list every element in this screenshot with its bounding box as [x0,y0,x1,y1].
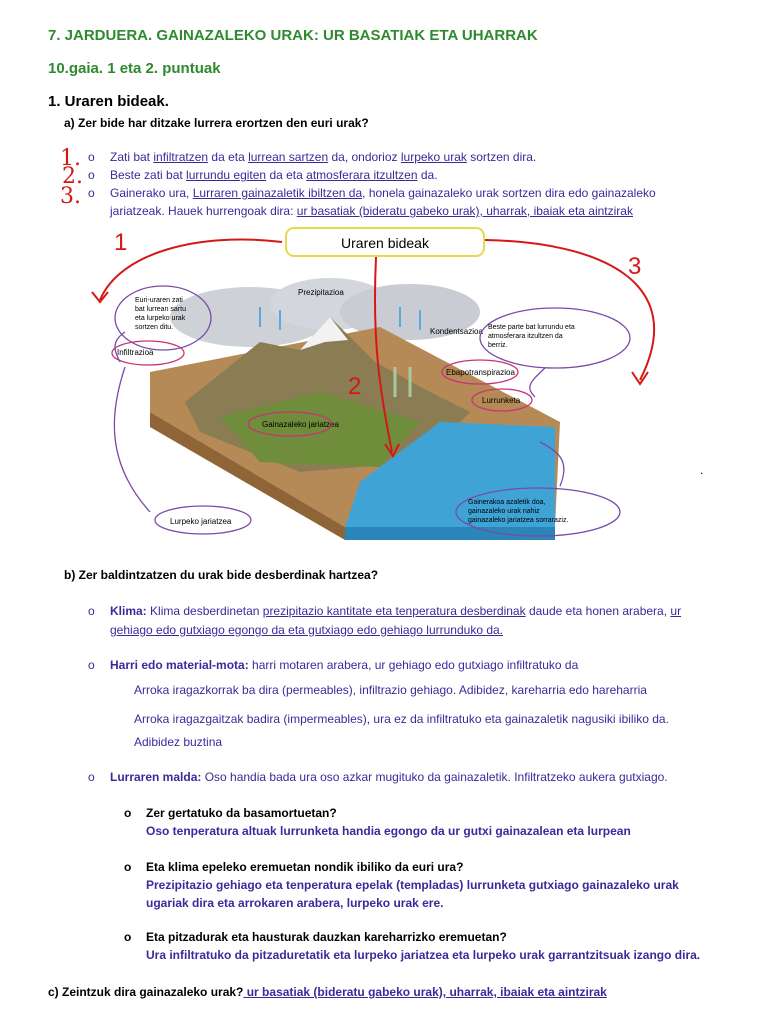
label-lurrunketa: Lurrunketa [482,396,521,405]
klima-item: o Klima: Klima desberdinetan prezipitazio kantitate eta tenperatura desberdinak daude eta honen arabera, ur [88,604,682,618]
hand-number-3: 3. [60,184,81,209]
subquestion-3: o Eta pitzadurak eta hausturak dauzkan kareharrizko eremuetan? [124,930,507,944]
diagram-title: Uraren bideak [341,235,429,251]
label-gainazaleko: Gainazaleko jariatzea [262,420,339,429]
stray-dot: . [700,463,704,477]
answer-line-2: o Beste zati bat lurrundu egiten da eta atmosferara itzultzen da. [88,168,438,182]
lake-front [345,527,555,540]
hand-number-1: 1. [60,146,81,171]
note-left: Euri-uraren zati bat lurrean sartu eta lurpeko urak sortzen ditu. [135,297,186,331]
answer-line-1: o Zati bat infiltratzen da eta lurrean sartzen da, ondorioz lurpeko urak sortzen dira. [88,150,537,164]
klima-item-cont: gehiago edo gutxiago egongo da eta gutxiago edo gehiago lurrunduko da. [110,623,504,637]
hand-arrow-2: 2 [348,373,362,400]
subquestion-2: o Eta klima epeleko eremuetan nondik ibiliko da euri ura? [124,860,464,874]
label-prezipitazioa: Prezipitazioa [298,288,344,297]
page-title: 7. JARDUERA. GAINAZALEKO URAK: UR BASATIAK ETA UHARRAK [48,27,538,44]
malda-item: o Lurraren malda: Oso handia bada ura oso azkar mugituko da gainazaletik. Infiltratzeko aukera gutxiago. [88,770,668,784]
note-right: Beste parte bat lurrundu eta atmosferara itzultzen da berriz. [488,324,575,349]
subanswer-3: Ura infiltratuko da pitzaduretatik eta lurpeko jariatzea eta lurpeko urak garrantzitsuak izango dira. [146,948,701,962]
subanswer-2a: Prezipitazio gehiago eta tenperatura epelak (templadas) lurrunketa gutxiago gainazaleko urak [146,878,679,892]
question-b: b) Zer baldintzatzen du urak bide desberdinak hartzea? [64,568,379,582]
hand-arrow-1: 1 [114,229,128,256]
answer-line-3: o Gainerako ura, Lurraren gainazaletik ibiltzen da, honela gainazaleko urak sortzen dira edo gainazaleko [88,186,656,200]
hand-arrow-3: 3 [628,253,642,280]
sub-item-impermeable: Arroka iragazgaitzak badira (impermeables), ura ez da infiltratuko eta gainazaletik nagusiki ibiliko da. [134,712,669,726]
subanswer-2b: ugariak dira eta arrokaren arabera, lurpeko urak ere. [146,896,444,910]
subanswer-1: Oso tenperatura altuak lurrunketa handia egongo da ur gutxi gainazalean eta lurpean [146,824,631,838]
sub-item-impermeable-example: Adibidez buztina [134,735,223,749]
note-bottom: Gainerakoa azaletik doa, gainazaleko urak nahiz gainazaleko jariatzea sorraraziz. [468,499,569,524]
label-ebapotranspirazioa: Ebapotranspirazioa [446,368,515,377]
answer-line-4: jariatzeak. Hauek hurrengoak dira: ur basatiak (bideratu gabeko urak), uharrak, ibaiak eta aintzirak [110,204,633,218]
question-c: c) Zeintzuk dira gainazaleko urak? ur basatiak (bideratu gabeko urak), uharrak, ibaiak eta aintzirak [48,985,607,999]
sub-item-permeable: Arroka iragazkorrak ba dira (permeables), infiltrazio gehiago. Adibidez, kareharria edo hareharria [134,683,647,697]
label-kondentsazioa: Kondentsazioa [430,327,483,336]
section-heading: 1. Uraren bideak. [48,93,169,110]
label-infiltrazioa: Infiltrazioa [117,348,154,357]
hand-number-2: 2. [62,164,83,189]
water-cycle-diagram [0,222,768,552]
harri-item: o Harri edo material-mota: harri motaren arabera, ur gehiago edo gutxiago infiltratuko da [88,658,579,672]
question-a: a) Zer bide har ditzake lurrera erortzen den euri urak? [64,116,369,130]
page-subtitle: 10.gaia. 1 eta 2. puntuak [48,60,221,77]
label-lurpeko: Lurpeko jariatzea [170,517,232,526]
subquestion-1: o Zer gertatuko da basamortuetan? [124,806,337,820]
